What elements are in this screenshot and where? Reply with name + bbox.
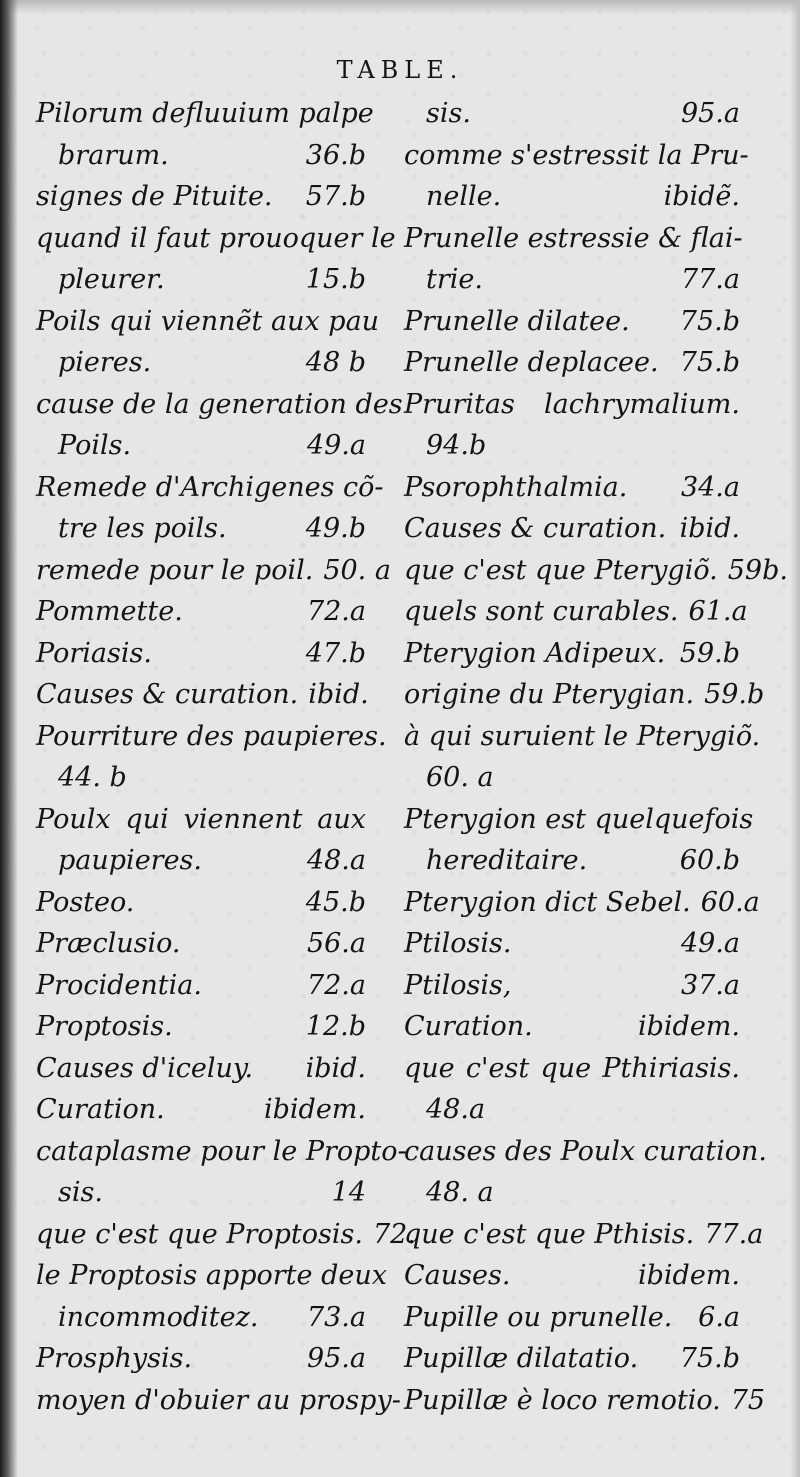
page-reference: 15.b	[305, 264, 366, 295]
entry-text: Proptosis.	[36, 1011, 173, 1042]
index-entry-line	[404, 1255, 740, 1297]
index-entry-line	[36, 882, 366, 924]
entry-text: moyen d'obuier au prospy-	[36, 1384, 401, 1416]
entry-text: Pommette.	[36, 596, 183, 627]
index-entry-line	[404, 93, 740, 135]
index-entry-line	[36, 425, 366, 467]
entry-text: Ptilosis,	[404, 969, 512, 1001]
index-entry-line	[404, 1172, 740, 1214]
index-entry-line	[404, 965, 740, 1007]
entry-text: à qui suruient le Pterygiõ.	[404, 720, 761, 752]
entry-text: 48. a	[426, 1177, 494, 1208]
entry-text: signes de Pituite.	[36, 181, 273, 212]
binding-shadow	[0, 0, 18, 1477]
entry-text: le Proptosis apporte deux	[36, 1260, 387, 1291]
page-reference: 45.b	[305, 886, 366, 918]
page-reference: 75	[730, 1384, 766, 1416]
page-reference: 59b.	[727, 554, 788, 586]
index-entry-line	[404, 425, 740, 467]
entry-text: Pruritas lachrymalium.	[404, 388, 740, 420]
page-reference: 59.b	[704, 679, 765, 710]
entry-text: Remede d'Archigenes cõ-	[36, 471, 384, 503]
entry-text: sis.	[58, 1177, 103, 1208]
index-entry-line	[36, 799, 366, 841]
page-reference: 72.a	[306, 969, 366, 1001]
index-entry-line	[404, 674, 765, 716]
index-entry-line	[404, 1089, 740, 1131]
entry-text: causes des Poulx curation.	[404, 1135, 767, 1167]
entry-text: comme s'estressit la Pru-	[404, 139, 749, 171]
index-entry-line	[404, 757, 740, 799]
entry-text: Pilorum defluuium palpe	[36, 98, 374, 129]
entry-text: pleurer.	[58, 264, 165, 295]
index-entry-line	[36, 674, 369, 716]
page-reference: 36.b	[305, 139, 366, 171]
index-entry-line	[404, 1131, 767, 1173]
page-reference: 59.b	[679, 637, 740, 669]
index-entry-line	[36, 93, 374, 135]
entry-text: Causes & curation.	[404, 513, 667, 544]
index-entry-line	[36, 923, 366, 965]
index-entry-line	[36, 1089, 366, 1131]
index-entry-line	[36, 757, 366, 799]
entry-text: que c'est que Pthiriasis.	[404, 1052, 740, 1084]
index-entry-line	[36, 301, 380, 343]
page-reference: 49.a	[680, 928, 740, 959]
entry-text: Prunelle deplacee.	[404, 347, 659, 378]
entry-text: tre les poils.	[58, 513, 227, 544]
entry-text: Curation.	[404, 1011, 533, 1042]
index-entry-line	[36, 965, 366, 1007]
index-entry-line	[36, 218, 396, 260]
entry-text: quand il faut prouoquer le	[36, 222, 396, 254]
page-reference: 50. a	[323, 554, 391, 586]
index-entry-line	[404, 259, 740, 301]
entry-text: Pourriture des paupieres.	[36, 720, 387, 752]
page-reference: 95.a	[306, 1343, 366, 1374]
index-entry-line	[404, 1338, 740, 1380]
index-entry-line	[404, 1297, 740, 1339]
entry-text: que c'est que Pthisis.	[404, 1218, 695, 1250]
index-entry-line	[36, 716, 387, 758]
entry-text: Poils.	[58, 430, 132, 461]
entry-text: Pupillæ è loco remotio.	[404, 1384, 721, 1416]
page-reference: 49.b	[305, 513, 366, 544]
index-entry-line	[404, 1380, 766, 1422]
index-entry-line	[36, 1255, 387, 1297]
entry-text: trie.	[426, 264, 483, 295]
page-reference: ibidem.	[637, 1011, 740, 1042]
entry-text: hereditaire.	[426, 845, 588, 876]
index-entry-line	[404, 1214, 764, 1256]
entry-text: Pterygion dict Sebel.	[404, 886, 691, 918]
entry-text: incommoditez.	[58, 1301, 259, 1333]
entry-text: Præclusio.	[36, 928, 181, 959]
index-entry-line	[36, 550, 391, 592]
entry-text: sis.	[426, 98, 471, 129]
index-entry-line	[36, 633, 366, 675]
page-reference: ibidem.	[637, 1260, 740, 1291]
page-reference: ibidẽ.	[663, 181, 740, 212]
entry-text: cause de la generation des	[36, 388, 403, 420]
entry-text: cataplasme pour le Propto-	[36, 1135, 407, 1167]
index-entry-line	[36, 1131, 407, 1173]
index-entry-line	[404, 1048, 740, 1090]
page-top-shadow	[0, 0, 800, 14]
page-reference: 57.b	[305, 181, 366, 212]
page-reference: 95.a	[680, 98, 740, 129]
index-entry-line	[404, 840, 740, 882]
entry-text: Causes & curation.	[36, 679, 299, 710]
index-entry-line	[36, 135, 366, 177]
index-entry-line	[404, 633, 740, 675]
index-entry-line	[404, 135, 749, 177]
page-reference: 60.a	[700, 886, 760, 918]
index-entry-line	[404, 176, 740, 218]
index-entry-line	[404, 467, 740, 509]
page-reference: 48 b	[305, 347, 366, 378]
index-entry-line	[404, 301, 740, 343]
page-reference: ibid.	[679, 513, 740, 544]
page-reference: 72.a	[306, 596, 366, 627]
entry-text: Causes d'iceluy.	[36, 1052, 254, 1084]
entry-text: Poriasis.	[36, 637, 152, 669]
entry-text: 44. b	[58, 762, 127, 793]
entry-text: Causes.	[404, 1260, 511, 1291]
page-reference: 56.a	[306, 928, 366, 959]
page-reference: ibid.	[305, 1052, 366, 1084]
index-entry-line	[404, 508, 740, 550]
entry-text: que c'est que Proptosis.	[36, 1218, 363, 1250]
index-entry-line	[36, 508, 366, 550]
entry-text: Pupillæ dilatatio.	[404, 1343, 639, 1374]
entry-text: Poils qui viennẽt aux pau	[36, 305, 380, 337]
page-reference: 49.a	[306, 430, 366, 461]
entry-text: que c'est que Pterygiõ.	[404, 554, 718, 586]
entry-text: 94.b	[426, 430, 487, 461]
entry-text: Prosphysis.	[36, 1343, 193, 1374]
index-entry-line	[404, 591, 748, 633]
page-reference: 75.b	[679, 305, 740, 337]
running-header: TABLE.	[336, 56, 464, 84]
index-entry-line	[404, 799, 754, 841]
page-reference: 72.	[372, 1218, 416, 1250]
index-entry-line	[404, 342, 740, 384]
index-entry-line	[36, 467, 384, 509]
page-reference: 61.a	[688, 596, 748, 627]
index-entry-line	[36, 1006, 366, 1048]
entry-text: origine du Pterygian.	[404, 679, 695, 710]
index-entry-line	[36, 840, 366, 882]
entry-text: 48.a	[426, 1094, 486, 1125]
entry-text: nelle.	[426, 181, 502, 212]
page-reference: 77.a	[680, 264, 740, 295]
page-reference: 48.a	[306, 845, 366, 876]
page-reference: 73.a	[306, 1301, 366, 1333]
page-reference: ibidem.	[263, 1094, 366, 1125]
page-reference: ibid.	[308, 679, 369, 710]
entry-text: Poulx qui viennent aux	[36, 803, 366, 835]
index-entry-line	[36, 342, 366, 384]
page-reference: 75.b	[679, 1343, 740, 1374]
page-right-edge	[790, 0, 800, 1477]
entry-text: Posteo.	[36, 886, 135, 918]
entry-text: Ptilosis.	[404, 928, 512, 959]
index-entry-line	[404, 923, 740, 965]
index-entry-line	[36, 1297, 366, 1339]
index-entry-line	[404, 384, 740, 426]
index-entry-line	[404, 218, 743, 260]
entry-text: 60. a	[426, 762, 494, 793]
index-entry-line	[36, 1048, 366, 1090]
entry-text: remede pour le poil.	[36, 554, 314, 586]
index-column-right	[404, 93, 788, 1421]
index-entry-line	[404, 716, 761, 758]
entry-text: Pterygion Adipeux.	[404, 637, 666, 669]
page-reference: 77.a	[704, 1218, 764, 1250]
index-entry-line	[404, 882, 760, 924]
page-reference: 37.a	[680, 969, 740, 1001]
entry-text: Curation.	[36, 1094, 165, 1125]
index-column-left	[36, 93, 416, 1421]
index-entry-line	[36, 176, 366, 218]
page-reference: 75.b	[679, 347, 740, 378]
page-reference: 60.b	[679, 845, 740, 876]
entry-text: Prunelle estressie & flai-	[404, 222, 743, 254]
page-reference: 14	[331, 1177, 366, 1208]
index-entry-line	[36, 1214, 416, 1256]
entry-text: Psorophthalmia.	[404, 471, 628, 503]
index-entry-line	[404, 1006, 740, 1048]
page-reference: 34.a	[680, 471, 740, 503]
page-reference: 6.a	[698, 1301, 740, 1333]
index-entry-line	[36, 1380, 401, 1422]
page-reference: 12.b	[305, 1011, 366, 1042]
entry-text: Procidentia.	[36, 969, 202, 1001]
index-entry-line	[36, 259, 366, 301]
entry-text: quels sont curables.	[404, 596, 679, 627]
entry-text: brarum.	[58, 139, 169, 171]
index-entry-line	[36, 1172, 366, 1214]
entry-text: Prunelle dilatee.	[404, 305, 630, 337]
entry-text: paupieres.	[58, 845, 202, 876]
page-reference: 47.b	[305, 637, 366, 669]
entry-text: pieres.	[58, 347, 152, 378]
index-entry-line	[36, 1338, 366, 1380]
index-entry-line	[36, 384, 403, 426]
index-entry-line	[404, 550, 788, 592]
index-entry-line	[36, 591, 366, 633]
entry-text: Pterygion est quelquefois	[404, 803, 754, 835]
entry-text: Pupille ou prunelle.	[404, 1301, 673, 1333]
